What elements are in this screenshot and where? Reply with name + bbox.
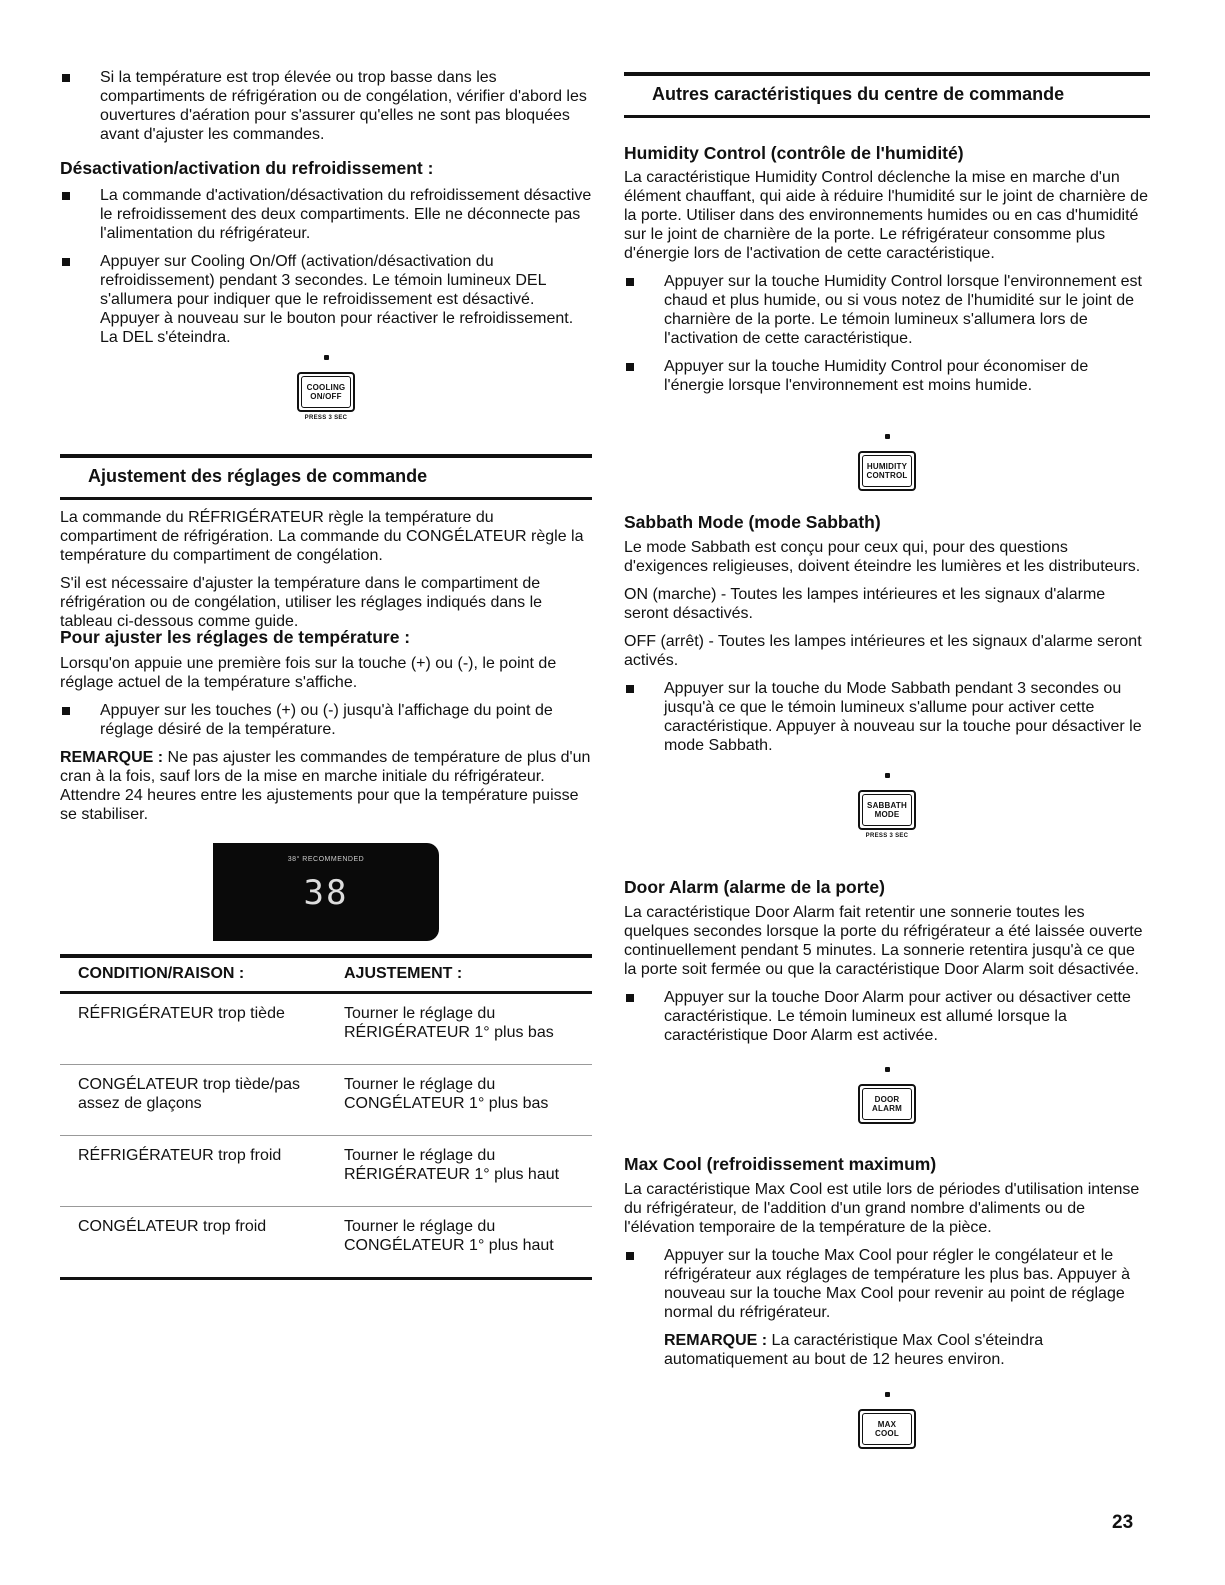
cooling-bullet-2: Appuyer sur Cooling On/Off (activation/désactivation du refroidissement) pendant 3 secondes. Le témoin lumineux DEL s'allumera pour indiquer que le refroidissement est désactivé. Appuyer à nouveau sur le bouton pour réactiver le refroidissement. La DEL s'éteindra. [60, 252, 592, 347]
page-number: 23 [1112, 1512, 1134, 1533]
sabbath-heading: Sabbath Mode (mode Sabbath) [624, 512, 881, 532]
table-row: CONGÉLATEUR trop tiède/pas assez de glaçons Tourner le réglage du CONGÉLATEUR 1° plus bas [60, 1065, 592, 1136]
sabbath-paragraph-3: OFF (arrêt) - Toutes les lampes intérieures et les signaux d'alarme seront activés. [624, 633, 1142, 669]
sabbath-bullet: Appuyer sur la touche du Mode Sabbath pendant 3 secondes ou jusqu'à ce que le témoin lumineux s'allume pour activer cette caractéristique. Appuyer à nouveau sur la touche pour désactiver le mode Sabbath. [624, 679, 1150, 755]
adjust-section-header: Ajustement des réglages de commande [60, 454, 592, 500]
cooling-heading: Désactivation/activation du refroidissement : [60, 158, 434, 178]
led-indicator-icon [885, 1067, 890, 1072]
adjust-column-header: AJUSTEMENT : [326, 956, 592, 993]
table-row: RÉFRIGÉRATEUR trop froid Tourner le réglage du RÉRIGÉRATEUR 1° plus haut [60, 1136, 592, 1207]
humidity-paragraph: La caractéristique Humidity Control déclenche la mise en marche d'un élément chauffant, qui aide à réduire l'humidité sur le joint de charnière de la porte. Utiliser dans des environnements humides ou en cas d'humidité sur le joint de charnière de la porte. Le réfrigérateur consomme plus d'énergie lors de l'activation de cette caractéristique. [624, 169, 1148, 262]
sabbath-paragraph-2: ON (marche) - Toutes les lampes intérieures et les signaux d'alarme seront désactivés. [624, 586, 1106, 622]
cooling-on-off-button[interactable]: COOLING ON/OFF [297, 372, 355, 412]
table-row: RÉFRIGÉRATEUR trop tiède Tourner le réglage du RÉRIGÉRATEUR 1° plus bas [60, 993, 592, 1065]
max-cool-remarque: REMARQUE : La caractéristique Max Cool s'éteindra automatiquement au bout de 12 heures environ. [664, 1332, 1044, 1368]
door-alarm-paragraph: La caractéristique Door Alarm fait retentir une sonnerie toutes les quelques secondes lorsque la porte du réfrigérateur a été laissée ouverte continuellement pendant 5 minutes. La sonnerie retentira jusqu'à ce que la porte soit fermée ou que la caractéristique Door Alarm soit désactivée. [624, 904, 1143, 978]
cooling-button-figure [60, 355, 592, 421]
remarque-paragraph: REMARQUE : Ne pas ajuster les commandes de température de plus d'un cran à la fois, sauf lors de la mise en marche initiale du réfrigérateur. Attendre 24 heures entre les ajustements pour que la température puisse se stabiliser. [60, 749, 591, 823]
sabbath-paragraph-1: Le mode Sabbath est conçu pour ceux qui, pour des questions d'exigences religieuses, doivent éteindre les lumières et les distributeurs. [624, 539, 1141, 575]
door-alarm-button-figure [624, 1067, 1150, 1124]
led-indicator-icon [885, 773, 890, 778]
led-indicator-icon [324, 355, 329, 360]
sabbath-button-figure [624, 773, 1150, 839]
max-cool-button[interactable]: MAX COOL [858, 1409, 916, 1449]
humidity-control-button[interactable]: HUMIDITY CONTROL [858, 451, 916, 491]
max-cool-paragraph: La caractéristique Max Cool est utile lors de périodes d'utilisation intense du réfrigérateur, de l'addition d'un grand nombre d'aliments ou de l'élévation temporaire de la température de la pièce. [624, 1181, 1140, 1236]
recommended-label: 38° RECOMMENDED [287, 856, 365, 863]
door-alarm-heading: Door Alarm (alarme de la porte) [624, 877, 885, 897]
temp-bullet: Appuyer sur les touches (+) ou (-) jusqu'à l'affichage du point de réglage désiré de la température. [60, 701, 592, 739]
humidity-heading: Humidity Control (contrôle de l'humidité) [624, 143, 964, 163]
table-row: CONGÉLATEUR trop froid Tourner le réglage du CONGÉLATEUR 1° plus haut [60, 1207, 592, 1279]
cooling-bullet-1: La commande d'activation/désactivation du refroidissement désactive le refroidissement des deux compartiments. Elle ne déconnecte pas l'alimentation du réfrigérateur. [60, 186, 592, 243]
max-cool-bullet: Appuyer sur la touche Max Cool pour régler le congélateur et le réfrigérateur aux réglages de température les plus bas. Appuyer à nouveau sur la touche Max Cool pour revenir au point de réglage normal du réfrigérateur. [624, 1246, 1150, 1322]
door-alarm-button[interactable]: DOOR ALARM [858, 1084, 916, 1124]
led-indicator-icon [885, 434, 890, 439]
features-section-header: Autres caractéristiques du centre de commande [624, 72, 1150, 118]
press-3-sec-label: PRESS 3 SEC [865, 833, 909, 839]
temperature-display [213, 843, 439, 941]
adjustment-table [60, 954, 592, 1280]
max-cool-button-figure [624, 1392, 1150, 1449]
sabbath-mode-button[interactable]: SABBATH MODE [858, 790, 916, 830]
humidity-bullet-1: Appuyer sur la touche Humidity Control lorsque l'environnement est chaud et plus humide, ou si vous notez de l'humidité sur le joint de charnière de la porte. Le témoin lumineux s'allumera lors de l'activation de cette caractéristique. [624, 272, 1150, 348]
temp-paragraph: Lorsqu'on appuie une première fois sur la touche (+) ou (-), le point de réglage actuel de la température s'affiche. [60, 655, 557, 691]
adjust-paragraph-1: La commande du RÉFRIGÉRATEUR règle la température du compartiment de réfrigération. La commande du CONGÉLATEUR règle la température du compartiment de congélation. [60, 509, 584, 564]
temperature-readout: 38 [303, 873, 349, 913]
condition-column-header: CONDITION/RAISON : [60, 956, 326, 993]
max-cool-heading: Max Cool (refroidissement maximum) [624, 1154, 937, 1174]
led-indicator-icon [885, 1392, 890, 1397]
temp-heading: Pour ajuster les réglages de température : [60, 627, 411, 647]
humidity-button-figure [624, 434, 1150, 491]
adjust-paragraph-2: S'il est nécessaire d'ajuster la température dans le compartiment de réfrigération ou de congélation, utiliser les réglages indiqués dans le tableau ci-dessous comme guide. [60, 575, 543, 630]
door-alarm-bullet: Appuyer sur la touche Door Alarm pour activer ou désactiver cette caractéristique. Le témoin lumineux est allumé lorsque la caractéristique Door Alarm est activée. [624, 988, 1150, 1045]
vent-check-bullet: Si la température est trop élevée ou trop basse dans les compartiments de réfrigération ou de congélation, vérifier d'abord les ouvertures d'aération pour s'assurer qu'elles ne sont pas bloquées avant d'ajuster les commandes. [60, 68, 592, 144]
humidity-bullet-2: Appuyer sur la touche Humidity Control pour économiser de l'énergie lorsque l'environnement est moins humide. [624, 357, 1150, 395]
press-3-sec-label: PRESS 3 SEC [304, 415, 348, 421]
